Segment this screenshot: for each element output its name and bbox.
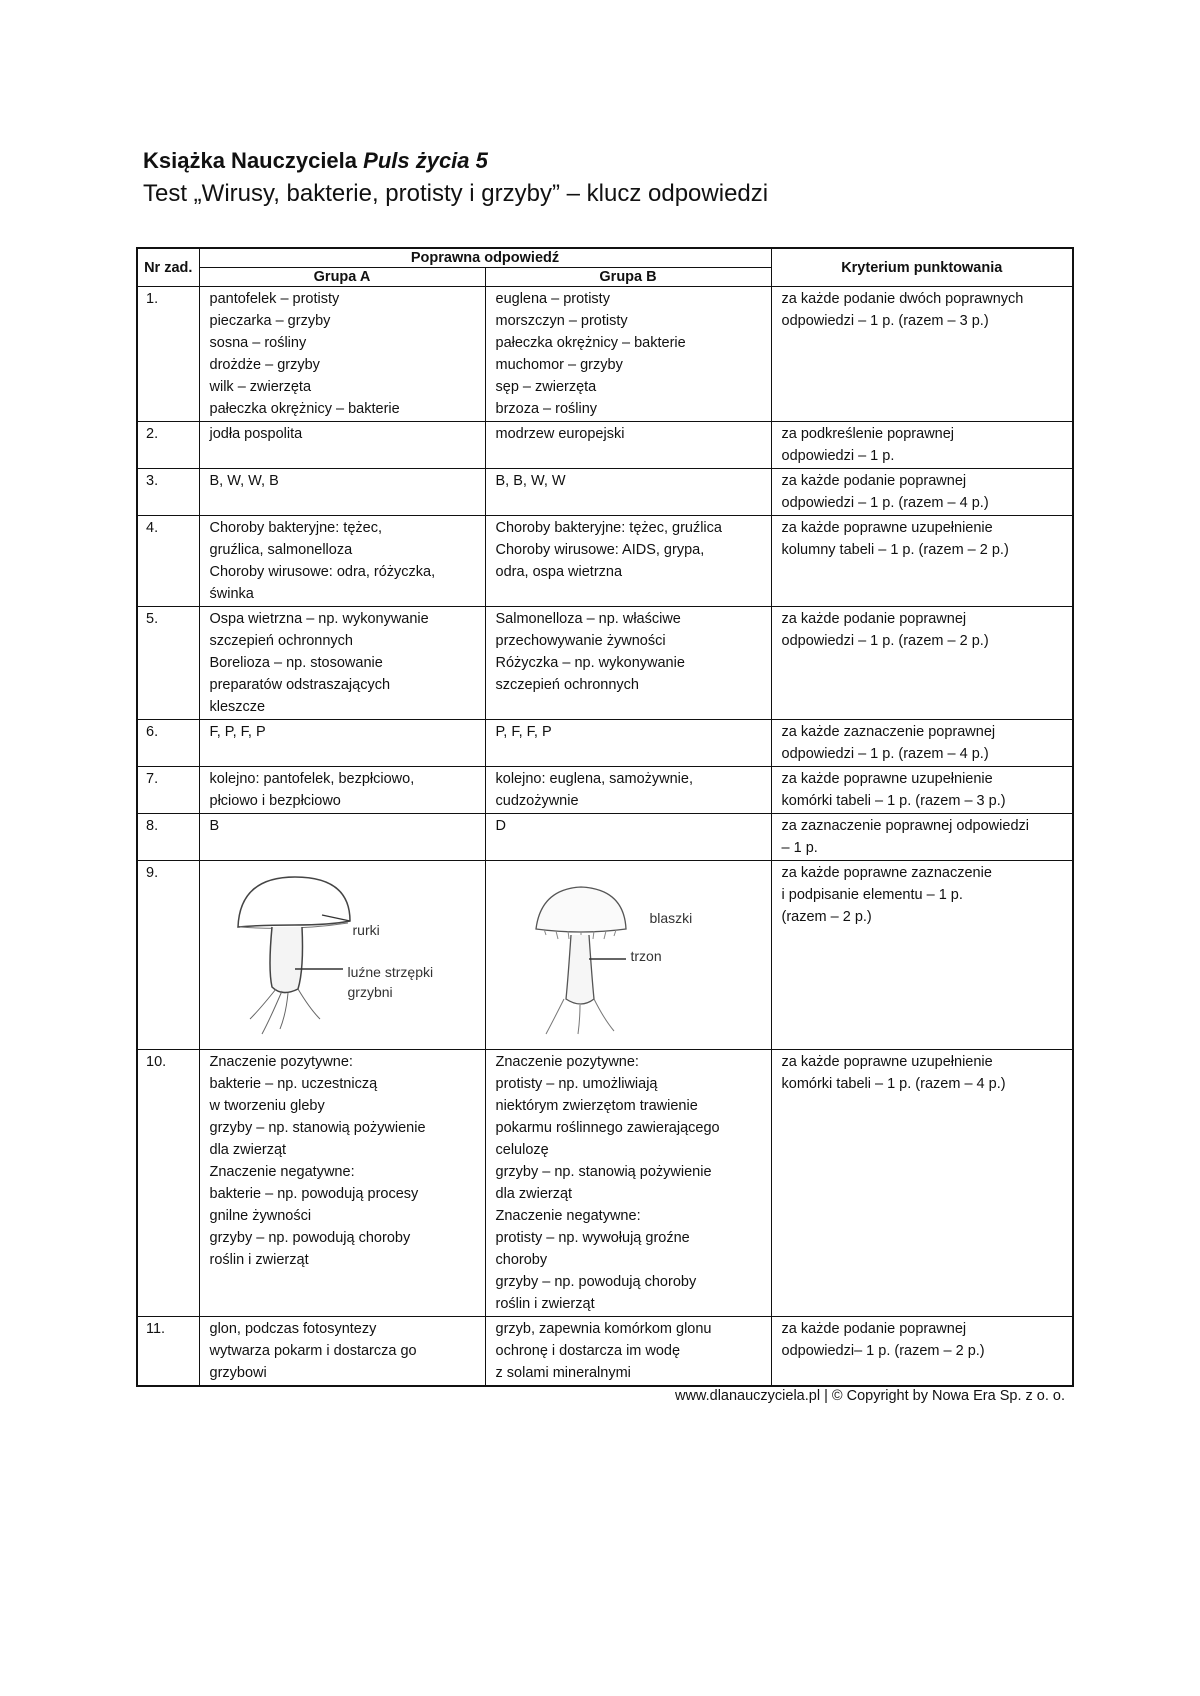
group-a-answer-line: wytwarza pokarm i dostarcza go bbox=[209, 1343, 417, 1359]
group-b-answer-line: protisty – np. wywołują groźne bbox=[495, 1230, 690, 1246]
header-criteria: Kryterium punktowania bbox=[771, 248, 1073, 287]
task-number: 8. bbox=[137, 814, 199, 861]
group-a-answer-line: kolejno: pantofelek, bezpłciowo, bbox=[209, 771, 415, 787]
group-a-answer-line: drożdże – grzyby bbox=[209, 357, 320, 373]
criteria-line: (razem – 2 p.) bbox=[781, 909, 872, 925]
group-b-answer-line: celulozę bbox=[495, 1142, 549, 1158]
criteria-cell bbox=[771, 469, 1073, 516]
table-row bbox=[137, 516, 1073, 607]
group-b-answer-line: Znaczenie pozytywne: bbox=[495, 1054, 639, 1070]
group-a-answer-line: F, P, F, P bbox=[209, 724, 266, 740]
group-b-answer-line: euglena – protisty bbox=[495, 291, 610, 307]
task-number: 6. bbox=[137, 720, 199, 767]
group-a-answer-line: szczepień ochronnych bbox=[209, 633, 353, 649]
criteria-cell-line: za podkreślenie poprawnej bbox=[781, 426, 955, 442]
group-b-answer-line: sęp – zwierzęta bbox=[495, 379, 597, 395]
group-b-illustration bbox=[485, 861, 771, 1050]
table-body-top bbox=[137, 287, 1073, 861]
group-a-answer-line: kleszcze bbox=[209, 699, 266, 715]
group-b-answer bbox=[485, 720, 771, 767]
group-a-answer-line: grzybowi bbox=[209, 1365, 267, 1381]
criteria-cell bbox=[771, 287, 1073, 422]
group-b-answer-line: cudzożywnie bbox=[495, 793, 579, 809]
group-a-answer-line: w tworzeniu gleby bbox=[209, 1098, 325, 1114]
group-b-answer bbox=[485, 469, 771, 516]
criteria-cell-line: komórki tabeli – 1 p. (razem – 4 p.) bbox=[781, 1076, 1006, 1092]
group-b-answer bbox=[485, 287, 771, 422]
label-trzon: trzon bbox=[630, 948, 662, 964]
group-b-answer-line: ochronę i dostarcza im wodę bbox=[495, 1343, 681, 1359]
criteria-cell bbox=[771, 607, 1073, 720]
task-number: 7. bbox=[137, 767, 199, 814]
group-a-answer-line: roślin i zwierząt bbox=[209, 1252, 309, 1268]
criteria-cell bbox=[771, 720, 1073, 767]
group-b-answer bbox=[485, 814, 771, 861]
boletus-mushroom-illustration bbox=[210, 869, 460, 1039]
criteria-cell-line: za każde podanie dwóch poprawnych bbox=[781, 291, 1024, 307]
title-text: Książka Nauczyciela bbox=[143, 148, 364, 173]
group-b-answer-line: modrzew europejski bbox=[495, 426, 625, 442]
criteria-cell-line: – 1 p. bbox=[781, 840, 818, 856]
task-number: 1. bbox=[137, 287, 199, 422]
title-italic: Puls życia 5 bbox=[363, 148, 488, 173]
table-row bbox=[137, 287, 1073, 422]
group-b-answer-line: D bbox=[495, 818, 506, 834]
group-a-illustration bbox=[199, 861, 485, 1050]
criteria-cell bbox=[771, 1317, 1073, 1387]
criteria-cell bbox=[771, 1050, 1073, 1317]
criteria-cell bbox=[771, 516, 1073, 607]
group-a-answer-line: glon, podczas fotosyntezy bbox=[209, 1321, 377, 1337]
criteria-line: i podpisanie elementu – 1 p. bbox=[781, 887, 963, 903]
group-a-answer bbox=[199, 767, 485, 814]
table-row bbox=[137, 607, 1073, 720]
task-number: 11. bbox=[137, 1317, 199, 1387]
group-a-answer bbox=[199, 1050, 485, 1317]
group-a-answer-line: Ospa wietrzna – np. wykonywanie bbox=[209, 611, 429, 627]
header-group-b: Grupa B bbox=[485, 268, 771, 287]
task-number: 9. bbox=[137, 861, 199, 1050]
group-b-answer-line: odra, ospa wietrzna bbox=[495, 564, 623, 580]
criteria-cell-line: odpowiedzi – 1 p. bbox=[781, 448, 895, 464]
criteria-cell-line: odpowiedzi– 1 p. (razem – 2 p.) bbox=[781, 1343, 985, 1359]
group-a-answer bbox=[199, 1317, 485, 1387]
group-a-answer-line: Borelioza – np. stosowanie bbox=[209, 655, 383, 671]
group-a-answer-line: B bbox=[209, 818, 220, 834]
group-a-answer bbox=[199, 287, 485, 422]
group-b-answer-line: roślin i zwierząt bbox=[495, 1296, 595, 1312]
group-a-answer-line: preparatów odstraszających bbox=[209, 677, 391, 693]
table-row bbox=[137, 1317, 1073, 1387]
group-b-answer-line: z solami mineralnymi bbox=[495, 1365, 631, 1381]
group-b-answer bbox=[485, 422, 771, 469]
group-b-answer-line: P, F, F, P bbox=[495, 724, 552, 740]
criteria-cell bbox=[771, 861, 1073, 1050]
group-b-answer-line: grzyby – np. stanowią pożywienie bbox=[495, 1164, 712, 1180]
group-b-answer-line: Znaczenie negatywne: bbox=[495, 1208, 641, 1224]
criteria-cell-line: odpowiedzi – 1 p. (razem – 4 p.) bbox=[781, 495, 989, 511]
table-row bbox=[137, 861, 1073, 1050]
group-b-answer-line: Choroby bakteryjne: tężec, gruźlica bbox=[495, 520, 722, 536]
table-body-illustrations bbox=[137, 861, 1073, 1050]
criteria-cell-line: za każde podanie poprawnej bbox=[781, 1321, 967, 1337]
group-a-answer-line: pieczarka – grzyby bbox=[209, 313, 331, 329]
group-a-answer-line: Znaczenie pozytywne: bbox=[209, 1054, 353, 1070]
criteria-cell-line: odpowiedzi – 1 p. (razem – 2 p.) bbox=[781, 633, 989, 649]
task-number: 3. bbox=[137, 469, 199, 516]
page-subtitle: Test „Wirusy, bakterie, protisty i grzyby” – klucz odpowiedzi bbox=[143, 180, 769, 207]
group-b-answer bbox=[485, 607, 771, 720]
group-b-answer-line: morszczyn – protisty bbox=[495, 313, 628, 329]
group-a-answer-line: grzyby – np. stanowią pożywienie bbox=[209, 1120, 426, 1136]
group-a-answer-line: gnilne żywności bbox=[209, 1208, 312, 1224]
group-a-answer-line: grzyby – np. powodują choroby bbox=[209, 1230, 411, 1246]
group-a-answer-line: dla zwierząt bbox=[209, 1142, 287, 1158]
criteria-cell-line: kolumny tabeli – 1 p. (razem – 2 p.) bbox=[781, 542, 1009, 558]
group-a-answer bbox=[199, 516, 485, 607]
group-b-answer-line: grzyb, zapewnia komórkom glonu bbox=[495, 1321, 712, 1337]
group-a-answer-line: wilk – zwierzęta bbox=[209, 379, 312, 395]
table-row bbox=[137, 814, 1073, 861]
criteria-line: za każde poprawne zaznaczenie bbox=[781, 865, 992, 881]
page-title bbox=[143, 148, 488, 174]
group-a-answer-line: Znaczenie negatywne: bbox=[209, 1164, 355, 1180]
criteria-cell-line: za każde zaznaczenie poprawnej bbox=[781, 724, 996, 740]
group-b-answer-line: szczepień ochronnych bbox=[495, 677, 639, 693]
criteria-cell-line: za każde poprawne uzupełnienie bbox=[781, 1054, 993, 1070]
group-a-answer-line: jodła pospolita bbox=[209, 426, 303, 442]
header-nr: Nr zad. bbox=[137, 248, 199, 287]
group-b-answer-line: Różyczka – np. wykonywanie bbox=[495, 655, 685, 671]
criteria-cell-line: odpowiedzi – 1 p. (razem – 4 p.) bbox=[781, 746, 989, 762]
group-a-answer-line: świnka bbox=[209, 586, 254, 602]
group-a-answer-line: Choroby bakteryjne: tężec, bbox=[209, 520, 382, 536]
criteria-cell-line: za każde poprawne uzupełnienie bbox=[781, 520, 993, 536]
group-a-answer-line: płciowo i bezpłciowo bbox=[209, 793, 341, 809]
task-number: 5. bbox=[137, 607, 199, 720]
table-row bbox=[137, 422, 1073, 469]
group-a-answer bbox=[199, 469, 485, 516]
group-b-answer-line: pałeczka okrężnicy – bakterie bbox=[495, 335, 686, 351]
label-blaszki: blaszki bbox=[649, 910, 693, 926]
criteria-cell-line: za zaznaczenie poprawnej odpowiedzi bbox=[781, 818, 1029, 834]
group-b-answer-line: niektórym zwierzętom trawienie bbox=[495, 1098, 698, 1114]
group-a-answer-line: Choroby wirusowe: odra, różyczka, bbox=[209, 564, 436, 580]
group-b-answer-line: muchomor – grzyby bbox=[495, 357, 623, 373]
group-b-answer bbox=[485, 1050, 771, 1317]
table-row bbox=[137, 469, 1073, 516]
table-row bbox=[137, 1050, 1073, 1317]
criteria-cell-line: za każde podanie poprawnej bbox=[781, 611, 967, 627]
group-b-answer bbox=[485, 516, 771, 607]
group-a-answer-line: pałeczka okrężnicy – bakterie bbox=[209, 401, 400, 417]
group-b-answer-line: grzyby – np. powodują choroby bbox=[495, 1274, 697, 1290]
group-b-answer-line: przechowywanie żywności bbox=[495, 633, 666, 649]
footer-copyright: www.dlanauczyciela.pl | © Copyright by Nowa Era Sp. z o. o. bbox=[674, 1388, 1065, 1404]
group-b-answer-line: protisty – np. umożliwiają bbox=[495, 1076, 658, 1092]
group-a-answer-line: bakterie – np. powodują procesy bbox=[209, 1186, 419, 1202]
label-rurki: rurki bbox=[352, 922, 380, 938]
table-body-bottom bbox=[137, 1050, 1073, 1387]
group-b-answer-line: Choroby wirusowe: AIDS, grypa, bbox=[495, 542, 705, 558]
task-number: 2. bbox=[137, 422, 199, 469]
group-b-answer bbox=[485, 767, 771, 814]
label-grzybni: grzybni bbox=[347, 984, 393, 1000]
criteria-cell bbox=[771, 814, 1073, 861]
group-a-answer-line: gruźlica, salmonelloza bbox=[209, 542, 353, 558]
header-answer: Poprawna odpowiedź bbox=[199, 248, 771, 268]
group-b-answer-line: brzoza – rośliny bbox=[495, 401, 598, 417]
label-luzne-strzepki: luźne strzępki bbox=[347, 964, 434, 980]
group-b-answer-line: dla zwierząt bbox=[495, 1186, 573, 1202]
criteria-cell-line: odpowiedzi – 1 p. (razem – 3 p.) bbox=[781, 313, 989, 329]
group-b-answer-line: choroby bbox=[495, 1252, 548, 1268]
group-a-answer-line: pantofelek – protisty bbox=[209, 291, 340, 307]
criteria-cell bbox=[771, 422, 1073, 469]
task-number: 10. bbox=[137, 1050, 199, 1317]
group-a-answer bbox=[199, 720, 485, 767]
group-a-answer bbox=[199, 607, 485, 720]
group-a-answer-line: B, W, W, B bbox=[209, 473, 279, 489]
criteria-cell-line: za każde podanie poprawnej bbox=[781, 473, 967, 489]
group-b-answer-line: B, B, W, W bbox=[495, 473, 566, 489]
group-b-answer-line: Salmonelloza – np. właściwe bbox=[495, 611, 681, 627]
amanita-mushroom-illustration bbox=[496, 869, 756, 1039]
group-a-answer bbox=[199, 422, 485, 469]
criteria-cell bbox=[771, 767, 1073, 814]
table-row bbox=[137, 767, 1073, 814]
task-number: 4. bbox=[137, 516, 199, 607]
group-a-answer bbox=[199, 814, 485, 861]
table-row bbox=[137, 720, 1073, 767]
answer-key-table bbox=[136, 247, 1074, 1387]
group-b-answer-line: kolejno: euglena, samożywnie, bbox=[495, 771, 693, 787]
group-a-answer-line: bakterie – np. uczestniczą bbox=[209, 1076, 378, 1092]
criteria-cell-line: komórki tabeli – 1 p. (razem – 3 p.) bbox=[781, 793, 1006, 809]
group-b-answer bbox=[485, 1317, 771, 1387]
criteria-cell-line: za każde poprawne uzupełnienie bbox=[781, 771, 993, 787]
group-a-answer-line: sosna – rośliny bbox=[209, 335, 307, 351]
group-b-answer-line: pokarmu roślinnego zawierającego bbox=[495, 1120, 720, 1136]
header-group-a: Grupa A bbox=[199, 268, 485, 287]
